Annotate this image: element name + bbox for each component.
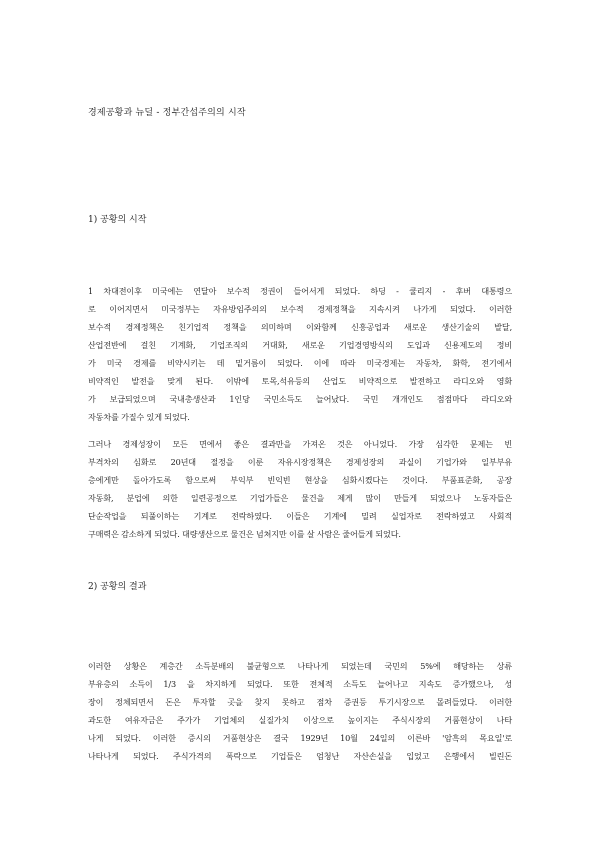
paragraph-2 — [88, 435, 512, 543]
paragraph-line: 그러나 경제성장이 모든 면에서 좋은 결과만을 가져온 것은 아니었다. 가장 심각한 문제는 빈 — [88, 439, 512, 449]
paragraph-line: 단순작업을 되풀이하는 기계로 전락하였다. 이들은 기계에 밀려 실업자로 전락하였고 사회적 — [88, 511, 512, 521]
paragraph-line: 비약적인 발전을 맞게 된다. 이밖에 토목,석유등의 산업도 비약적으로 발전하고 라디오와 영화 — [88, 376, 512, 386]
paragraph-line: 나타나게 되었다. 주식가격의 폭락으로 기업들은 엄청난 자산손실을 입었고 은행에서 빌린돈 — [88, 751, 512, 761]
paragraph-line: 자동차를 가질수 있게 되었다. — [88, 412, 190, 422]
paragraph-line: 과도한 여유자금은 주가가 기업체의 실질가치 이상으로 높이지는 주식시장의 거품현상이 나타 — [88, 715, 512, 725]
paragraph-line: 가 보급되었으며 국내총생산과 1인당 국민소득도 늘어났다. 국민 개개인도 점점마다 라디오와 — [88, 394, 512, 404]
paragraph-line: 산업전반에 걸친 기계화, 기업조직의 거대화, 새로운 기업경영방식의 도입과 신용제도의 정비 — [88, 340, 512, 350]
paragraph-line: 부유층의 소득이 1/3 을 차지하게 되었다. 또한 전체적 소득도 늘어나고 지속도 증가했으나, 성 — [88, 679, 512, 689]
paragraph-line: 부격차의 심화로 20년대 절정을 이룬 자유시장정책은 경제성장의 과실이 기업가와 일부부유 — [88, 457, 512, 467]
paragraph-line: 층에게만 돌아가도록 함으로써 부익부 빈익빈 현상을 심화시켰다는 것이다. 부품표준화, 공장 — [88, 475, 512, 485]
paragraph-line: 보수적 경제정책은 친기업적 정책을 의미하며 이와함께 신흥공업과 새로운 생산기술의 발달, — [88, 322, 512, 332]
document-title: 경제공황과 뉴딜 - 정부간섭주의의 시작 — [88, 108, 246, 118]
section-heading-2: 2) 공황의 결과 — [88, 582, 147, 592]
paragraph-line: 나게 되었다. 이러한 증시의 거품현상은 결국 1929년 10월 24일의 이른바 '암흑의 목요일'로 — [88, 733, 512, 743]
paragraph-line: 로 이어지면서 미국정부는 자유방임주의의 보수적 경제정책을 지속시켜 나가게 되었다. 이러한 — [88, 304, 512, 314]
paragraph-line: 자동화, 분업에 의한 일련공정으로 기업가들은 물건을 제게 많이 만들게 되었으나 노동자들은 — [88, 493, 512, 503]
paragraph-line: 구매력은 감소하게 되었다. 대량생산으로 물건은 넘쳐지만 이를 살 사람은 줄어들게 되었다. — [88, 529, 401, 539]
paragraph-1 — [88, 282, 512, 426]
section-heading-1: 1) 공황의 시작 — [88, 215, 147, 225]
paragraph-line: 가 미국 경제를 비약시키는 데 밑거름이 되었다. 이에 따라 미국경제는 자동차, 화학, 전기에서 — [88, 358, 512, 368]
paragraph-line: 이러한 상황은 계층간 소득분배의 불균형으로 나타나게 되었는데 국민의 5%에 해당하는 상류 — [88, 661, 512, 671]
paragraph-line: 장이 정체되면서 돈은 투자할 곳을 찾지 못하고 점차 증권등 투기시장으로 몰려들었다. 이러한 — [88, 697, 512, 707]
paragraph-line: 1 차대전이후 미국에는 연달아 보수적 정권이 들어서게 되었다. 하딩 - 쿨리지 - 후버 대통령으 — [88, 286, 512, 296]
paragraph-3 — [88, 657, 512, 765]
